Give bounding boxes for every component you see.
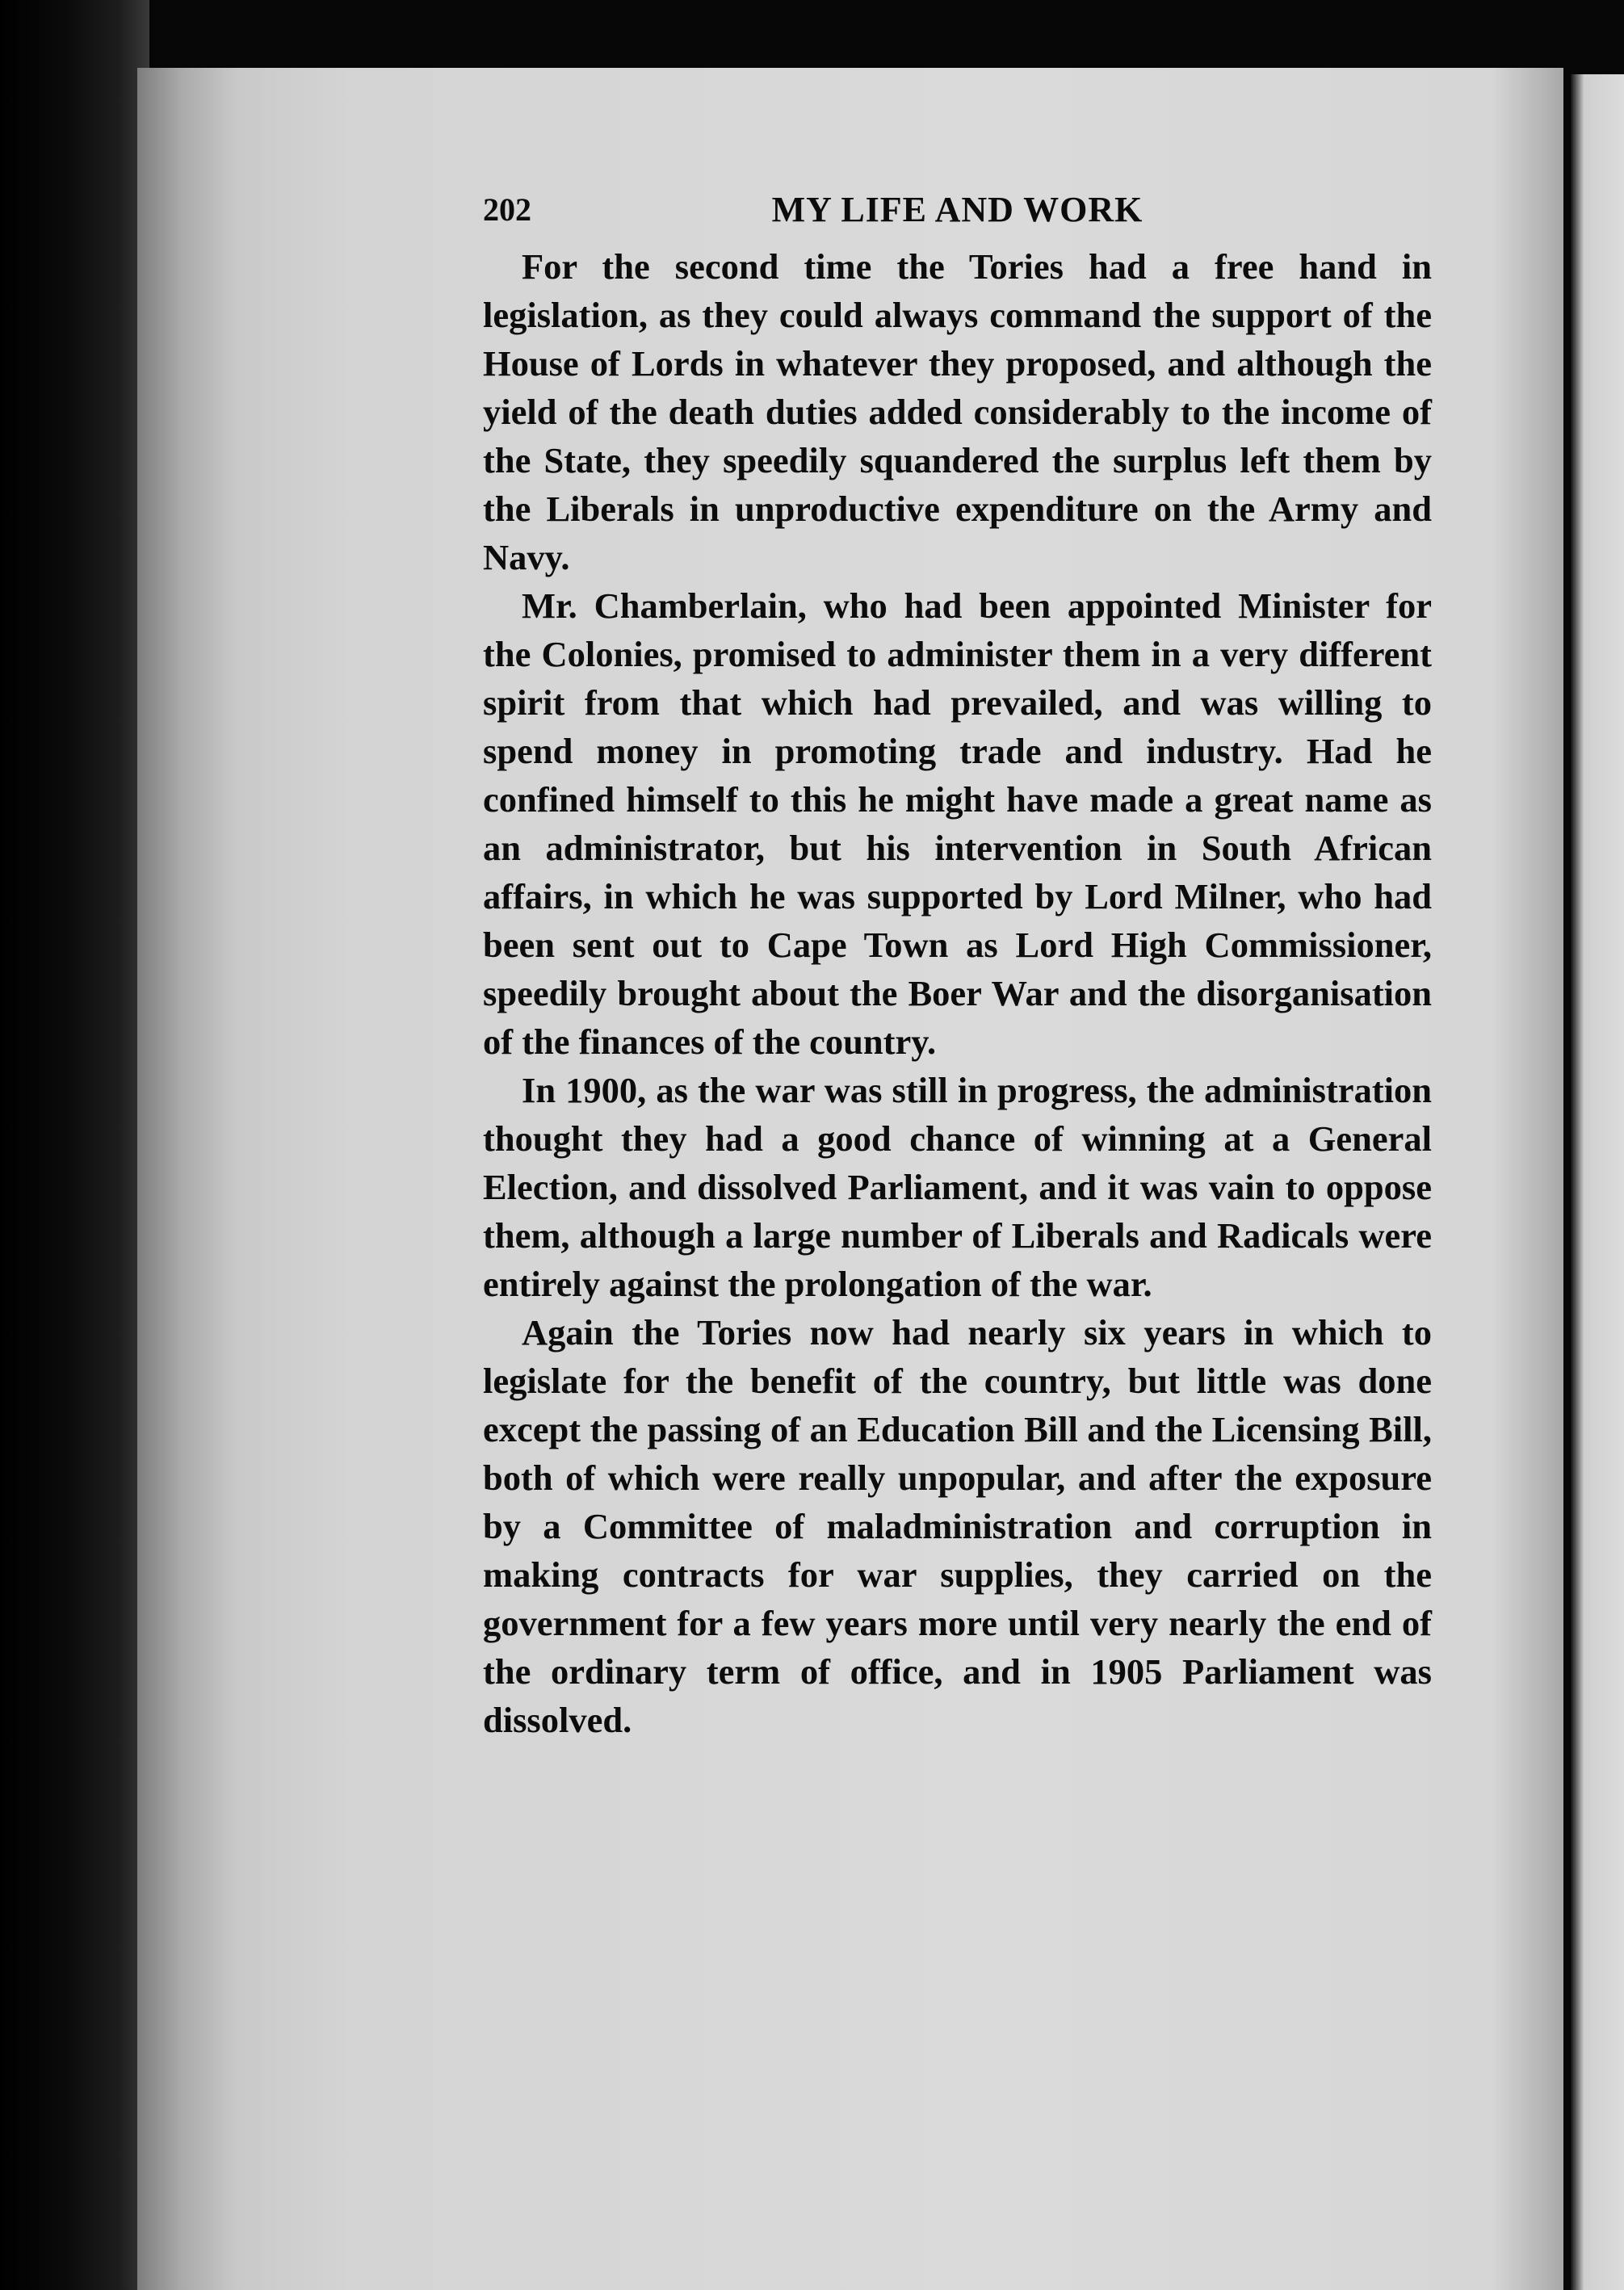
paragraph-election-1900: In 1900, as the war was still in progress, the administration thought they had a good chance of winning at a General Election, and dissolved Parliament, and it was vain to oppose them, although a large number of Liberals and Radicals were entirely against the prolongation of the war. [483,1070,1432,1304]
paragraph-chamberlain: Mr. Chamberlain, who had been appointed Minister for the Colonies, promised to administer them in a very different spirit from that which had prevailed, and was willing to spend money in promoting trade and industry. Had he confined himself to this he might have made a great name as an administrator, but his intervention in South African affairs, in which he was supported by Lord Milner, who had been sent out to Cape Town as Lord High Commissioner, speedily brought about the Boer War and the disorganisation of the finances of the country. [483,585,1432,1062]
facing-page-edge [1571,74,1624,2290]
book-binding-shadow [0,0,149,2290]
paragraph-tories-free-hand: For the second time the Tories had a free hand in legislation, as they could always command the support of the House of Lords in whatever they proposed, and although the yield of the death duties added considerably to the income of the State, they speedily squandered the surplus left them by the Liberals in unproductive expenditure on the Army and Navy. [483,246,1432,577]
running-title: MY LIFE AND WORK [771,190,1144,229]
page-header [483,186,1432,242]
page-number: 202 [483,191,531,228]
paragraph-six-years: Again the Tories now had nearly six years in which to legislate for the benefit of the country, but little was done except the passing of an Education Bill and the Licensing Bill, both of which were really unpopular, and after the exposure by a Committee of maladministration and corruption in making contracts for war supplies, they carried on the government for a few years more until very nearly the end of the ordinary term of office, and in 1905 Parliament was dissolved. [483,1312,1432,1740]
page-text-block [483,186,1432,1744]
